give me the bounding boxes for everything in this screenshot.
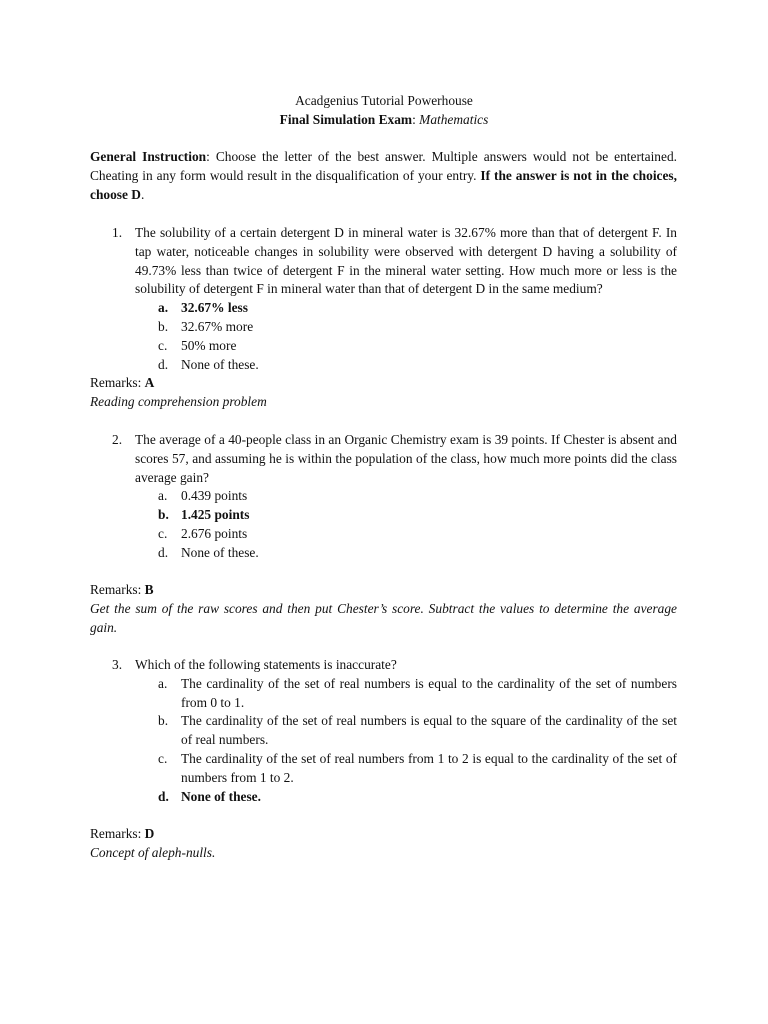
remarks-label: Remarks:: [90, 375, 145, 391]
choice-text: 32.67% more: [181, 318, 254, 334]
remarks-note: Get the sum of the raw scores and then put Chester’s score. Subtract the values to determine the average gain.: [90, 601, 677, 635]
general-instruction: [90, 148, 677, 204]
choice-text: None of these.: [181, 788, 261, 804]
instruction-bold-text: If the answer is not in the choices, choose D: [90, 167, 677, 202]
choice-a: [90, 299, 677, 318]
exam-subject: Mathematics: [419, 111, 489, 127]
choice-letter: c.: [158, 525, 168, 541]
choice-letter: c.: [158, 337, 168, 353]
choice-c: [90, 525, 677, 544]
choice-letter: a.: [158, 300, 169, 316]
choice-letter: b.: [158, 318, 169, 334]
choice-text: None of these.: [181, 356, 259, 372]
exam-label: Final Simulation Exam: [279, 111, 413, 127]
exam-title: [0, 111, 768, 130]
spacer: [90, 806, 677, 825]
choice-text: The cardinality of the set of real numbers is equal to the cardinality of the set of numbers from 0 to 1.: [181, 675, 677, 710]
choice-text: 0.439 points: [181, 488, 248, 504]
question-text: The solubility of a certain detergent D in mineral water is 32.67% more than that of detergent F. In tap water, noticeable changes in solubility were observed with detergent D having a solubility of 49.73% less than twice of detergent F in the mineral water setting. How much more or less is the solubility of detergent F in mineral water than that of detergent D in the same medium?: [135, 225, 677, 297]
answer-choices: [90, 487, 677, 562]
remarks-label: Remarks:: [90, 826, 145, 842]
remarks-label: Remarks:: [90, 582, 145, 598]
choice-letter: d.: [158, 788, 169, 804]
spacer: [90, 563, 677, 582]
choice-a: [90, 487, 677, 506]
exam-title-separator: :: [412, 111, 420, 127]
question-stem: [90, 224, 677, 299]
question-stem: [90, 656, 677, 675]
choice-d: [90, 356, 677, 375]
answer-choices: [90, 299, 677, 374]
choice-text: 1.425 points: [181, 507, 250, 523]
instruction-label: General Instruction: [90, 149, 207, 164]
choice-text: None of these.: [181, 544, 259, 560]
organization-name: Acadgenius Tutorial Powerhouse: [295, 93, 473, 108]
question-stem: [90, 431, 677, 487]
choice-text: 50% more: [181, 337, 237, 353]
choice-letter: d.: [158, 356, 169, 372]
question-3: [90, 656, 677, 863]
choice-a: [90, 675, 677, 713]
remarks-answer: A: [144, 375, 155, 391]
choice-letter: c.: [158, 750, 168, 766]
choice-d: [90, 544, 677, 563]
question-1: [90, 224, 677, 412]
choice-letter: a.: [158, 488, 168, 504]
choice-letter: a.: [158, 675, 168, 691]
question-number: 3.: [112, 657, 123, 672]
remarks-answer: D: [144, 826, 155, 842]
choice-c: [90, 337, 677, 356]
question-text: Which of the following statements is inaccurate?: [135, 657, 397, 672]
question-number: 2.: [112, 432, 123, 447]
choice-text: The cardinality of the set of real numbers from 1 to 2 is equal to the cardinality of the set of numbers from 1 to 2.: [181, 750, 677, 785]
choice-b: [90, 712, 677, 750]
instruction-end: .: [140, 186, 145, 202]
choice-letter: b.: [158, 507, 169, 523]
choice-text: 32.67% less: [181, 300, 248, 316]
remarks: [90, 825, 677, 844]
choice-text: The cardinality of the set of real numbers is equal to the square of the cardinality of the set of real numbers.: [181, 713, 677, 748]
instruction-text: : Choose the letter of the best answer. Multiple answers would not be entertained. Cheating in any form would result in the disqualification of your entry.: [90, 149, 677, 183]
question-number: 1.: [112, 225, 123, 240]
choice-text: 2.676 points: [181, 525, 248, 541]
choice-d: [90, 788, 677, 807]
question-2: [90, 431, 677, 638]
answer-choices: [90, 675, 677, 807]
document-header: [0, 92, 768, 130]
choice-letter: b.: [158, 713, 169, 729]
choice-c: [90, 750, 677, 788]
remarks: [90, 374, 677, 393]
remarks: [90, 581, 677, 600]
remarks-note: Reading comprehension problem: [90, 394, 267, 410]
choice-b: [90, 318, 677, 337]
choice-letter: d.: [158, 544, 169, 560]
remarks-note: Concept of aleph-nulls.: [90, 844, 216, 860]
question-text: The average of a 40-people class in an Organic Chemistry exam is 39 points. If Chester is absent and scores 57, and assuming he is within the population of the class, how much more points did the class average gain?: [135, 432, 677, 485]
choice-b: [90, 506, 677, 525]
remarks-answer: B: [144, 582, 154, 598]
